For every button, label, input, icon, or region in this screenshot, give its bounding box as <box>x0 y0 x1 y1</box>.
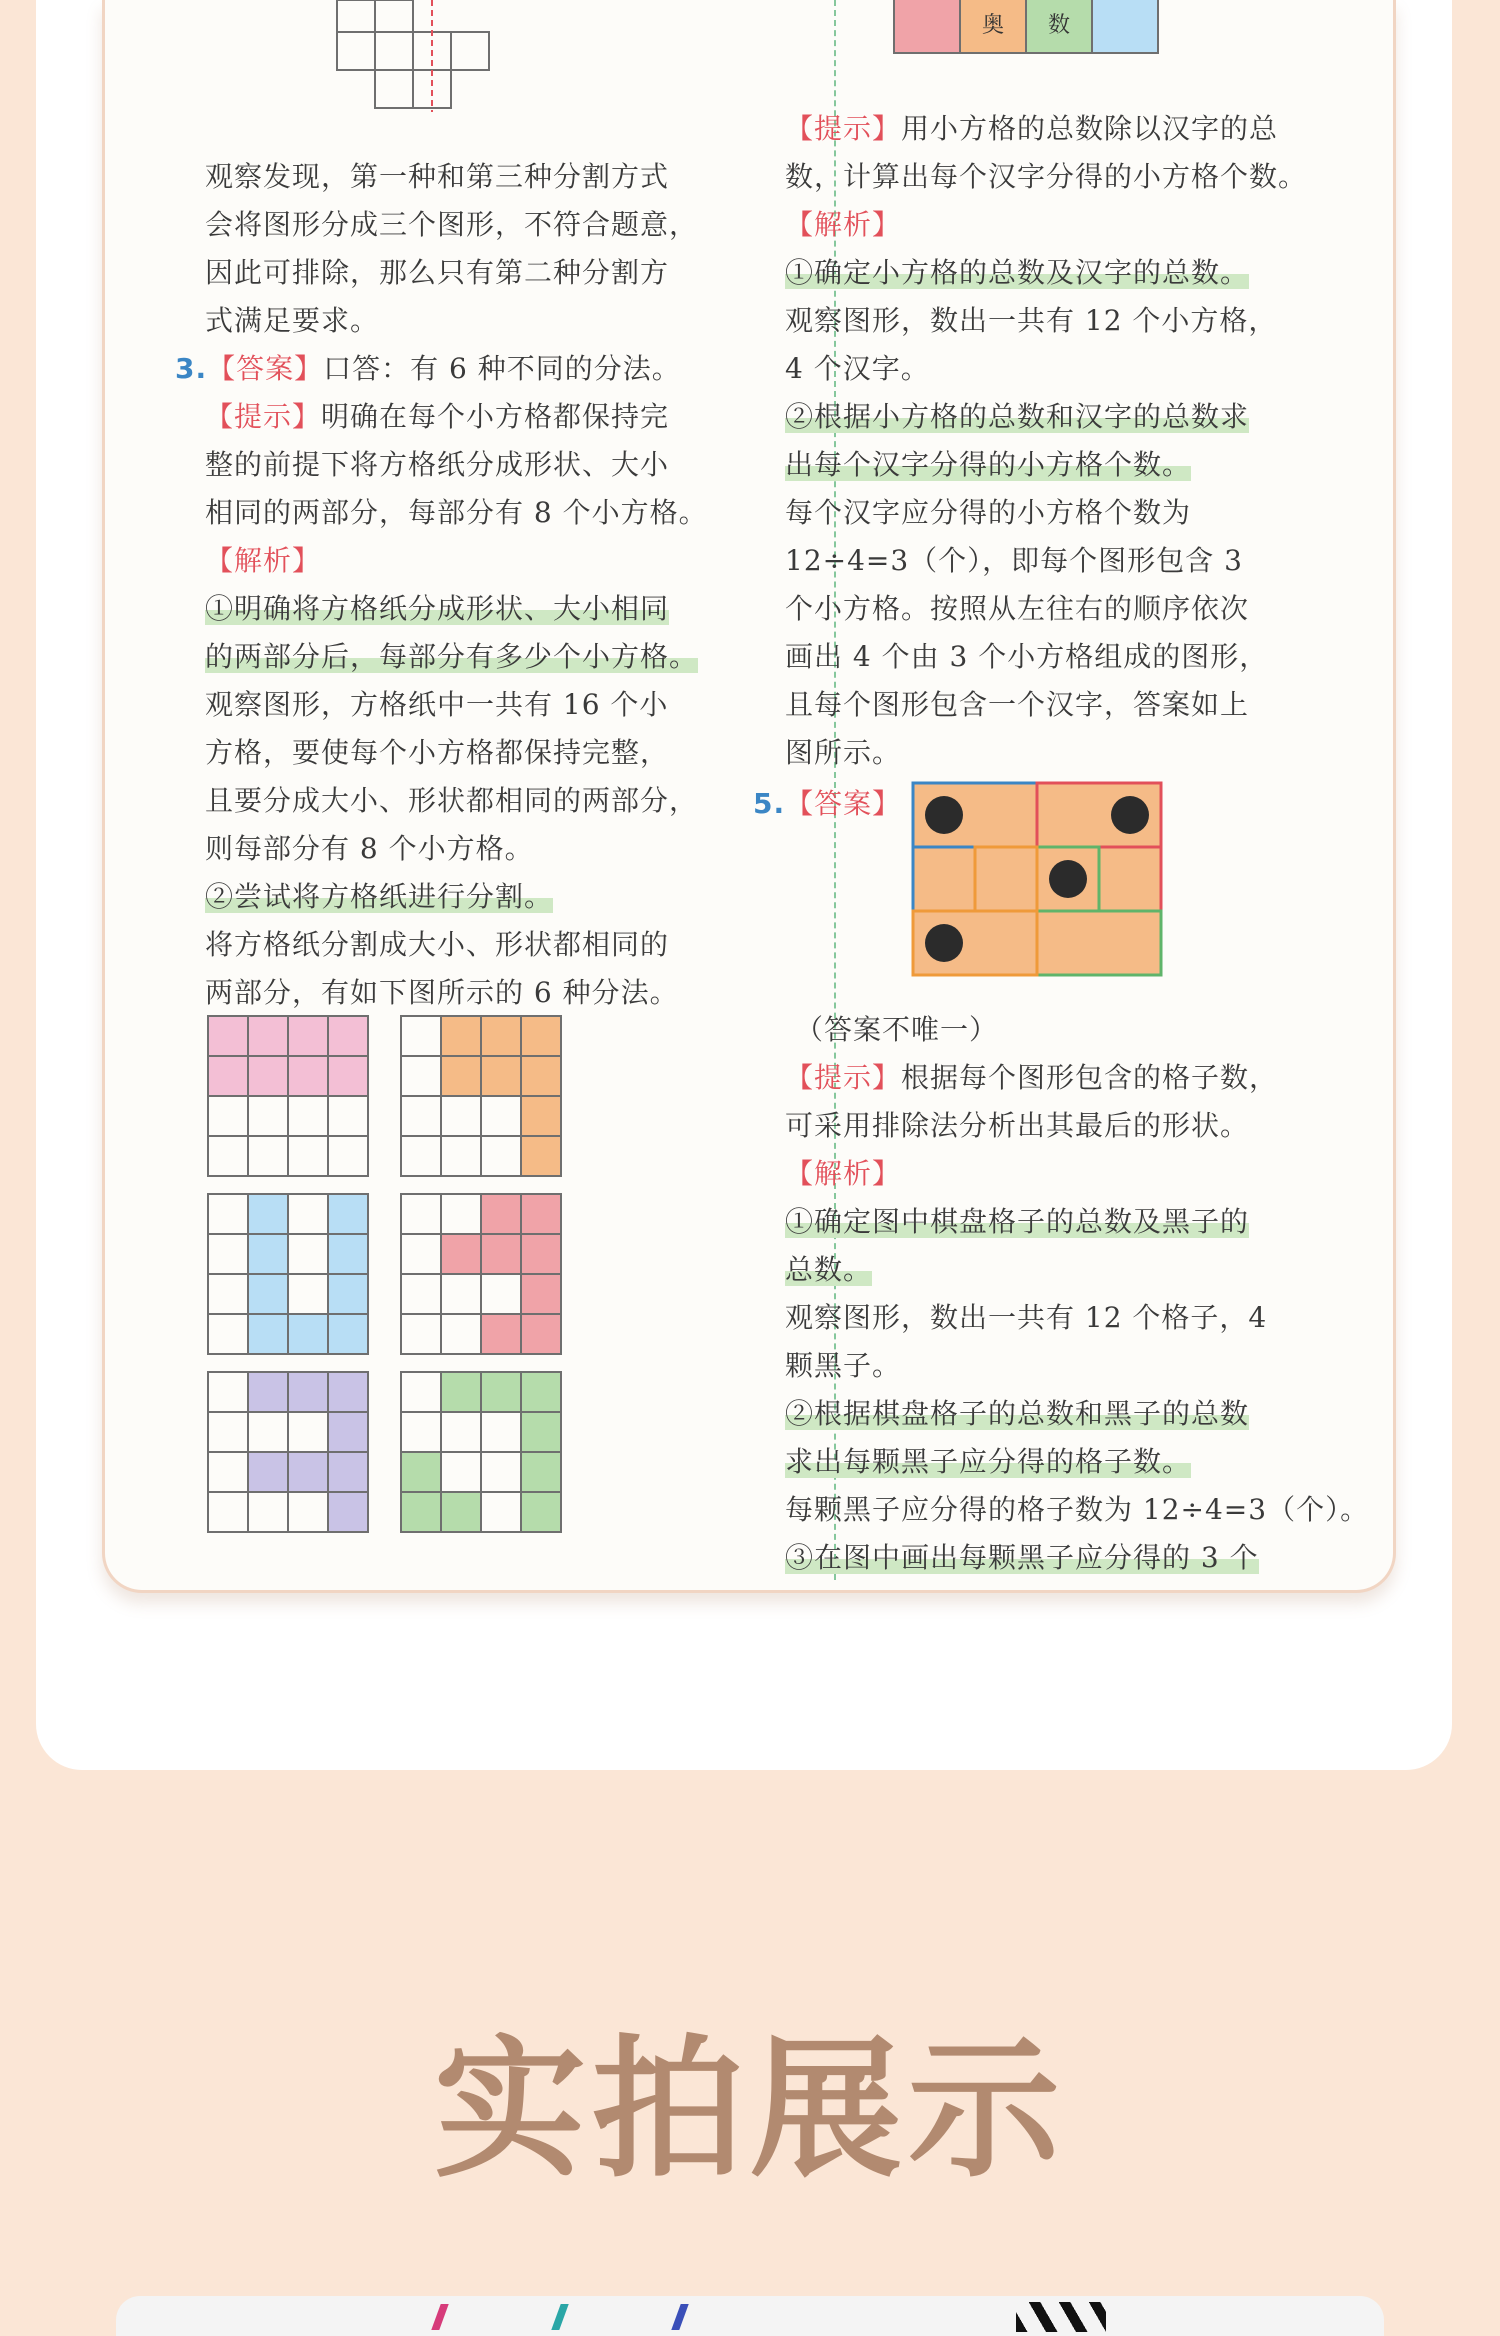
black-stone-1 <box>925 796 963 834</box>
split-grid-purple <box>207 1371 369 1533</box>
q3-result-line-1: 将方格纸分割成大小、形状都相同的 <box>205 928 670 961</box>
q3-answer-text: 口答：有 6 种不同的分法。 <box>323 352 681 385</box>
q3-analysis-tag: 【解析】 <box>205 544 322 577</box>
q5-calc-line: 每颗黑子应分得的格子数为 12÷4=3（个）。 <box>785 1493 1370 1526</box>
q3-hint-line <box>205 395 669 439</box>
black-stone-3 <box>1049 860 1087 898</box>
q4-obs-line-1: 观察图形，数出一共有 12 个小方格， <box>785 304 1278 337</box>
left-line-2: 会将图形分成三个图形，不符合题意， <box>205 208 699 241</box>
preview-stripe <box>671 2304 688 2330</box>
q5-step2-line-1: ②根据棋盘格子的总数和黑子的总数 <box>785 1397 1250 1430</box>
q3-step1-line-1: ①明确将方格纸分成形状、大小相同 <box>205 592 670 625</box>
q3-answer-tag: 【答案】 <box>207 352 324 385</box>
book-page <box>102 0 1396 1593</box>
q5-answer-tag: 【答案】 <box>785 787 902 820</box>
q4-calc-line-2: 12÷4=3（个），即每个图形包含 3 <box>785 544 1243 577</box>
q4-char-2: 数 <box>1026 0 1092 53</box>
q4-obs-line-2: 4 个汉字。 <box>785 352 930 385</box>
left-line-3: 因此可排除，那么只有第二种分割方 <box>205 256 670 289</box>
q4-char-1: 奥 <box>960 0 1026 53</box>
q5-hint-text: 根据每个图形包含的格子数， <box>901 1061 1279 1094</box>
q5-obs-line-1: 观察图形，数出一共有 12 个格子，4 <box>785 1301 1268 1334</box>
q5-step3-line: ③在图中画出每颗黑子应分得的 3 个 <box>785 1541 1259 1574</box>
split-grid-red <box>400 1193 562 1355</box>
q3-number: 3. <box>175 352 208 385</box>
preview-stripe <box>1016 2302 1106 2332</box>
next-photo-preview <box>116 2296 1384 2336</box>
split-grid-green <box>400 1371 562 1533</box>
black-stone-2 <box>1111 796 1149 834</box>
q5-hint-line <box>785 1056 1278 1100</box>
q2-cut-figure <box>330 0 490 112</box>
q3-hint-text: 明确在每个小方格都保持完 <box>321 400 670 433</box>
q5-hint-tag: 【提示】 <box>785 1061 902 1094</box>
q4-answer-grid <box>893 0 1159 54</box>
left-line-4: 式满足要求。 <box>205 304 380 337</box>
split-grid-blue <box>207 1193 369 1355</box>
q4-calc-line-3: 个小方格。按照从左往右的顺序依次 <box>785 592 1250 625</box>
preview-stripe <box>551 2304 568 2330</box>
split-grid-orange <box>400 1015 562 1177</box>
q4-step1-line: ①确定小方格的总数及汉字的总数。 <box>785 256 1250 289</box>
q4-calc-line-5: 且每个图形包含一个汉字，答案如上 <box>785 688 1250 721</box>
q3-obs-line-4: 则每部分有 8 个小方格。 <box>205 832 534 865</box>
q4-calc-line-6: 图所示。 <box>785 736 902 769</box>
q5-step1-line-1: ①确定图中棋盘格子的总数及黑子的 <box>785 1205 1250 1238</box>
q3-obs-line-3: 且要分成大小、形状都相同的两部分， <box>205 784 699 817</box>
q4-hint-line-2: 数，计算出每个汉字分得的小方格个数。 <box>785 160 1308 193</box>
q4-hint-line <box>785 107 1278 151</box>
q3-result-line-2: 两部分，有如下图所示的 6 种分法。 <box>205 976 679 1009</box>
split-grid-pink <box>207 1015 369 1177</box>
q5-chess-board <box>911 781 1165 981</box>
q3-obs-line-1: 观察图形，方格纸中一共有 16 个小 <box>205 688 669 721</box>
q4-hint-tag: 【提示】 <box>785 112 902 145</box>
q4-hint-text: 用小方格的总数除以汉字的总 <box>901 112 1279 145</box>
preview-stripe <box>431 2304 448 2330</box>
q3-step2-line: ②尝试将方格纸进行分割。 <box>205 880 554 913</box>
left-line-1: 观察发现，第一种和第三种分割方式 <box>205 160 670 193</box>
q5-step2-line-2: 求出每颗黑子应分得的格子数。 <box>785 1445 1192 1478</box>
q3-step1-line-2: 的两部分后，每部分有多少个小方格。 <box>205 640 699 673</box>
q3-obs-line-2: 方格，要使每个小方格都保持完整， <box>205 736 670 769</box>
q5-number: 5. <box>753 787 786 820</box>
q4-analysis-tag: 【解析】 <box>785 208 902 241</box>
q4-step2-line-1: ②根据小方格的总数和汉字的总数求 <box>785 400 1250 433</box>
q3-hint-line-3: 相同的两部分，每部分有 8 个小方格。 <box>205 496 708 529</box>
q5-analysis-tag: 【解析】 <box>785 1157 902 1190</box>
q5-obs-line-2: 颗黑子。 <box>785 1349 902 1382</box>
q5-hint-line-2: 可采用排除法分析出其最后的形状。 <box>785 1109 1250 1142</box>
section-title: 实拍展示 <box>434 2021 1066 2198</box>
black-stone-4 <box>925 924 963 962</box>
q3-hint-tag: 【提示】 <box>205 400 322 433</box>
q4-calc-line-4: 画出 4 个由 3 个小方格组成的图形， <box>785 640 1269 673</box>
q3-answer-line <box>175 347 681 391</box>
q5-answer-line <box>753 782 901 826</box>
q3-hint-line-2: 整的前提下将方格纸分成形状、大小 <box>205 448 670 481</box>
q5-note: （答案不唯一） <box>795 1013 999 1046</box>
q4-step2-line-2: 出每个汉字分得的小方格个数。 <box>785 448 1192 481</box>
q4-calc-line-1: 每个汉字应分得的小方格个数为 <box>785 496 1192 529</box>
q5-step1-line-2: 总数。 <box>785 1253 873 1286</box>
